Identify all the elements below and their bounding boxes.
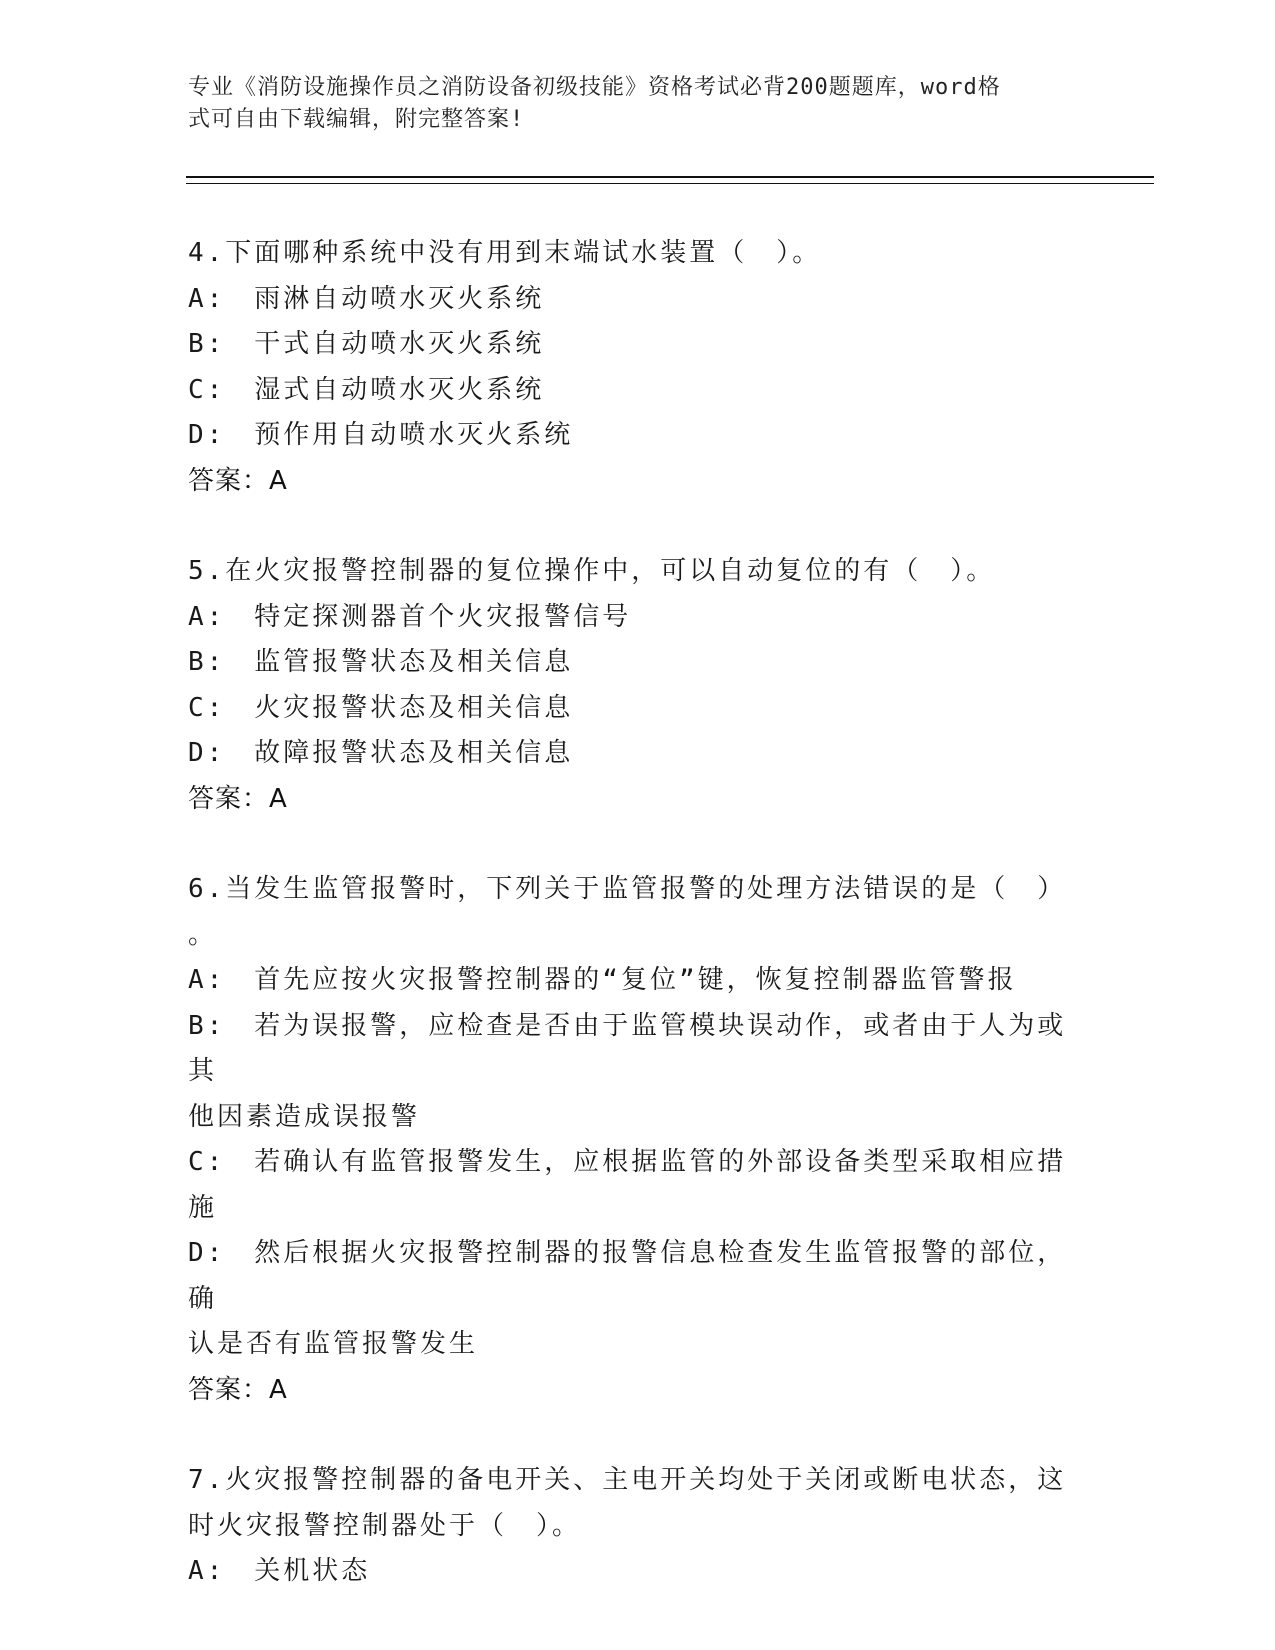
header-divider-thick	[186, 176, 1154, 178]
answer-line: 答案：A	[188, 1374, 288, 1405]
option-d: D: 然后根据火灾报警控制器的报警信息检查发生监管报警的部位，确	[188, 1238, 1067, 1314]
option-a: A: 首先应按火灾报警控制器的“复位”键，恢复控制器监管警报	[188, 965, 1017, 995]
header-line-1: 专业《消防设施操作员之消防设备初级技能》资格考试必背200题题库，word格	[188, 75, 1001, 100]
question-block	[188, 1458, 1088, 1595]
option-a: A: 关机状态	[188, 1556, 371, 1586]
question-block	[188, 867, 1088, 1413]
answer-line: 答案：A	[188, 783, 288, 814]
option-a: A: 特定探测器首个火灾报警信号	[188, 601, 632, 632]
header-divider-thin	[186, 183, 1154, 184]
option-d: D: 预作用自动喷水灭火系统	[188, 420, 574, 450]
question-block	[188, 549, 1088, 822]
answer-line: 答案：A	[188, 465, 288, 496]
option-d: D: 故障报警状态及相关信息	[188, 738, 574, 768]
option-d-continued: 认是否有监管报警发生	[188, 1329, 479, 1359]
option-b: B: 干式自动喷水灭火系统	[188, 329, 545, 359]
question-stem-continued: 时火灾报警控制器处于（ ）。	[188, 1510, 582, 1541]
option-b: B: 监管报警状态及相关信息	[188, 647, 574, 677]
option-b: B: 若为误报警，应检查是否由于监管模块误动作，或者由于人为或其	[188, 1010, 1067, 1086]
question-block	[188, 231, 1088, 504]
question-stem: 4.下面哪种系统中没有用到末端试水装置（ ）。	[188, 238, 822, 268]
option-c: C: 若确认有监管报警发生，应根据监管的外部设备类型采取相应措施	[188, 1147, 1067, 1223]
question-stem: 7.火灾报警控制器的备电开关、主电开关均处于关闭或断电状态，这	[188, 1465, 1067, 1495]
question-list	[188, 231, 1088, 1640]
option-b-continued: 他因素造成误报警	[188, 1101, 421, 1132]
option-a: A: 雨淋自动喷水灭火系统	[188, 283, 545, 314]
question-stem: 6.当发生监管报警时，下列关于监管报警的处理方法错误的是（ ）	[188, 874, 1067, 904]
question-stem-continued: 。	[188, 919, 218, 950]
document-header	[188, 72, 1068, 136]
question-stem: 5.在火灾报警控制器的复位操作中，可以自动复位的有（ ）。	[188, 556, 996, 586]
header-line-2: 式可自由下载编辑，附完整答案!	[188, 107, 525, 132]
option-c: C: 火灾报警状态及相关信息	[188, 692, 574, 723]
option-c: C: 湿式自动喷水灭火系统	[188, 374, 545, 405]
